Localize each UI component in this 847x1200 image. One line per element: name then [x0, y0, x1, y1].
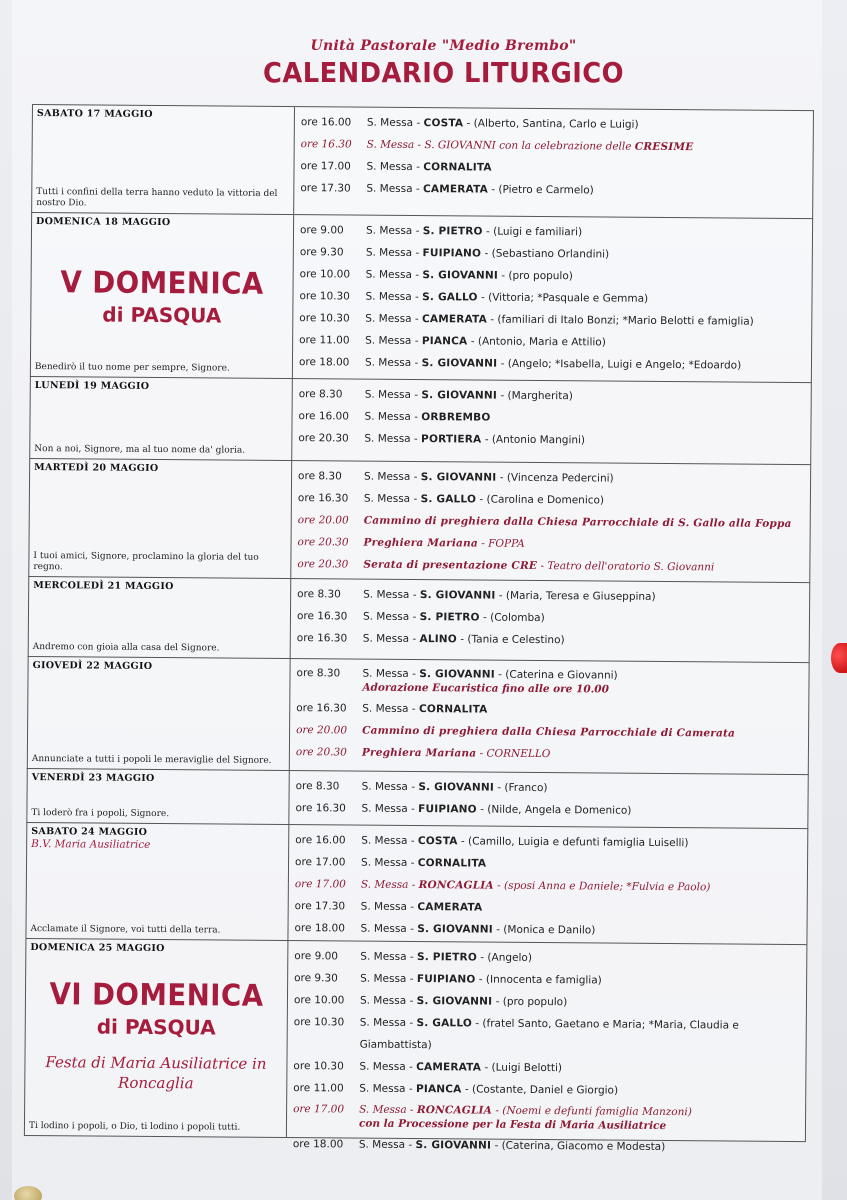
calendar-table: [24, 104, 814, 1154]
subtitle: Unità Pastorale "Medio Brembo": [310, 38, 577, 54]
mass-row: [289, 797, 807, 823]
event-place: S. GIOVANNI: [418, 781, 495, 794]
event-time: ore 16.30: [296, 702, 347, 715]
day-label: MARTEDÌ 20 MAGGIO: [34, 462, 159, 475]
event-time: ore 8.30: [298, 470, 342, 483]
event-intentions: - (pro populo): [492, 995, 568, 1009]
event-prefix: S. Messa -: [359, 1103, 417, 1117]
event-description: [363, 628, 809, 654]
event-place: COSTA: [423, 117, 464, 130]
event-prefix: S. Messa -: [366, 182, 424, 196]
event-place: S. GIOVANNI: [422, 269, 499, 282]
event-intentions: - (Franco): [493, 781, 548, 795]
day-label: SABATO 17 MAGGIO: [36, 108, 153, 120]
event-prefix: Serata di presentazione CRE: [363, 558, 538, 572]
event-time: ore 18.00: [298, 356, 350, 369]
event-time: ore 11.00: [299, 334, 350, 347]
pushpin-gold: [14, 1186, 42, 1200]
event-prefix: S. Messa -: [365, 312, 423, 326]
event-place: CRESIME: [634, 140, 694, 154]
event-intentions: - (pro populo): [497, 269, 573, 283]
feast-name: B.V. Maria Ausiliatrice: [31, 838, 151, 851]
day-label: MERCOLEDÌ 21 MAGGIO: [33, 580, 174, 593]
event-intentions: - (Camillo, Luigia e defunti famiglia Luiselli): [457, 835, 689, 850]
event-prefix: S. Messa -: [360, 922, 418, 936]
event-intentions: - (Carolina e Domenico): [476, 493, 605, 507]
psalm-verse: Andremo con gioia alla casa del Signore.: [32, 642, 220, 654]
event-prefix: S. Messa -: [359, 994, 417, 1008]
event-time: ore 10.00: [299, 268, 351, 281]
special-event-row: [287, 1099, 805, 1137]
schedule-list: [293, 215, 812, 382]
event-time: ore 16.00: [295, 834, 346, 847]
event-place: CAMERATA: [421, 313, 488, 326]
event-prefix: S. Messa - S. GIOVANNI con la celebrazione delle: [366, 138, 635, 153]
psalm-verse: Ti loderò fra i popoli, Signore.: [31, 808, 170, 820]
event-time: ore 18.00: [292, 1138, 344, 1151]
event-intentions: - (Nilde, Angela e Domenico): [476, 803, 632, 817]
event-prefix: S. Messa -: [360, 900, 418, 914]
event-place: RONCAGLIA: [418, 879, 494, 892]
event-prefix: S. Messa -: [362, 667, 420, 681]
event-time: ore 9.30: [299, 246, 344, 259]
mass-row: [287, 1077, 805, 1103]
event-time: ore 20.00: [296, 724, 348, 737]
day-info: [26, 823, 289, 940]
event-prefix: S. Messa -: [365, 268, 423, 282]
day-info: [32, 105, 295, 214]
sunday-title: [30, 977, 283, 1040]
day-label: DOMENICA 18 MAGGIO: [36, 216, 171, 229]
event-intentions: - (Noemi e defunti famiglia Manzoni): [491, 1104, 692, 1119]
schedule-list: [294, 107, 813, 218]
event-description: [362, 742, 808, 768]
event-place: S. GALLO: [420, 493, 477, 506]
psalm-verse: Tutti i confini della terra hanno veduto la vittoria del nostro Dio.: [36, 187, 278, 209]
day-info: [31, 213, 294, 378]
event-description: [366, 178, 812, 204]
event-prefix: S. Messa -: [364, 432, 422, 446]
event-prefix: S. Messa -: [361, 802, 419, 816]
event-prefix: S. Messa -: [362, 702, 420, 716]
event-note: Adorazione Eucaristica fino alle ore 10.00: [362, 681, 609, 696]
event-place: S. PIETRO: [419, 611, 480, 624]
event-intentions: - (Alberto, Santina, Carlo e Luigi): [463, 117, 639, 131]
event-intentions: - (Antonio, Maria e Attilio): [467, 335, 606, 349]
event-place: ALINO: [419, 633, 457, 646]
event-place: CORNALITA: [417, 857, 487, 870]
mass-row: [287, 1133, 805, 1159]
event-prefix: S. Messa -: [360, 878, 419, 892]
special-event-row: [291, 553, 809, 579]
event-intentions: - (Sebastiano Orlandini): [481, 247, 610, 261]
event-intentions: - (Luigi e familiari): [482, 225, 583, 239]
event-place: RONCAGLIA: [416, 1104, 493, 1117]
event-prefix: S. Messa -: [362, 610, 420, 624]
day-block: [30, 212, 813, 382]
pushpin-red: [831, 643, 847, 673]
event-time: ore 9.00: [299, 224, 344, 237]
event-time: ore 18.00: [294, 922, 345, 935]
event-place: PIANCA: [421, 335, 468, 348]
event-prefix: S. Messa -: [366, 160, 424, 174]
day-block: [27, 656, 810, 774]
schedule-list: [289, 771, 807, 828]
event-time: ore 10.00: [293, 994, 345, 1007]
day-block: [28, 458, 811, 582]
event-time: ore 20.30: [297, 558, 349, 571]
event-intentions: - (Maria, Teresa e Giuseppina): [495, 589, 656, 603]
event-place: S. GIOVANNI: [419, 668, 495, 681]
event-prefix: S. Messa -: [366, 116, 424, 130]
event-place: S. GIOVANNI: [417, 923, 493, 936]
mass-row: [293, 351, 811, 377]
psalm-verse: Ti lodino i popoli, o Dio, ti lodino i popoli tutti.: [28, 1121, 241, 1133]
event-note: con la Processione per la Festa di Maria Ausiliatrice: [358, 1117, 667, 1133]
event-intentions: - (Costante, Daniel e Giorgio): [461, 1083, 619, 1097]
event-intentions: - (Antonio Mangini): [481, 433, 586, 447]
event-intentions: - (Caterina e Giovanni): [494, 668, 618, 682]
event-time: ore 17.30: [294, 900, 346, 913]
event-place: S. GIOVANNI: [416, 995, 493, 1008]
event-prefix: S. Messa -: [364, 388, 422, 402]
special-event-row: [290, 741, 808, 767]
event-time: ore 8.30: [296, 667, 341, 680]
event-place: CORNALITA: [423, 161, 492, 174]
event-place: CAMERATA: [417, 901, 483, 914]
event-place: FUIPIANO: [422, 247, 482, 260]
event-description: [362, 667, 808, 699]
sunday-title-line1: V DOMENICA: [60, 265, 264, 302]
event-intentions: - (Angelo; *Isabella, Luigi e Angelo; *Edoardo): [497, 357, 742, 372]
day-block: [31, 104, 814, 218]
event-description: [359, 1134, 805, 1160]
event-time: ore 16.30: [296, 610, 348, 623]
event-intentions: - (Colomba): [479, 611, 545, 625]
sunday-title-line1: VI DOMENICA: [49, 977, 264, 1014]
day-label: LUNEDÌ 19 MAGGIO: [34, 380, 150, 392]
header: [0, 38, 847, 89]
event-description: [364, 428, 810, 454]
event-place: CAMERATA: [416, 1061, 482, 1074]
event-prefix: S. Messa -: [359, 1016, 417, 1030]
event-prefix: Preghiera Mariana: [361, 746, 477, 760]
day-label: GIOVEDÌ 22 MAGGIO: [32, 660, 153, 672]
event-description: [359, 1103, 805, 1135]
event-prefix: S. Messa -: [361, 780, 419, 794]
event-description: [361, 798, 807, 824]
event-time: ore 20.00: [297, 514, 349, 527]
event-place: FUIPIANO: [418, 803, 477, 816]
event-time: ore 11.00: [293, 1082, 344, 1095]
event-intentions: - (Monica e Danilo): [492, 923, 596, 937]
event-time: ore 17.00: [300, 160, 351, 173]
event-time: ore 10.30: [299, 290, 350, 303]
event-intentions: - (Luigi Belotti): [481, 1061, 563, 1075]
day-label: VENERDÌ 23 MAGGIO: [31, 772, 155, 784]
psalm-verse: Non a noi, Signore, ma al tuo nome da' gloria.: [34, 444, 246, 456]
feast-title: Festa di Maria Ausiliatrice in Roncaglia: [45, 1053, 267, 1093]
event-time: ore 20.30: [297, 536, 349, 549]
event-intentions: - Teatro dell'oratorio S. Giovanni: [537, 559, 715, 574]
event-prefix: S. Messa -: [361, 834, 418, 848]
event-prefix: S. Messa -: [364, 356, 422, 370]
event-place: CORNALITA: [418, 703, 488, 716]
event-place: CAMERATA: [422, 183, 489, 196]
event-prefix: Cammino di preghiera dalla Chiesa Parrocchiale di S. Gallo alla Foppa: [363, 514, 792, 530]
schedule-list: [290, 659, 809, 774]
mass-row: [292, 427, 810, 453]
psalm-verse: Benedirò il tuo nome per sempre, Signore.: [34, 362, 230, 374]
event-time: ore 16.30: [300, 138, 352, 151]
event-time: ore 17.00: [295, 856, 346, 869]
mass-row: [294, 177, 812, 203]
event-place: S. GIOVANNI: [419, 589, 496, 602]
day-info: [28, 657, 291, 770]
event-prefix: S. Messa -: [364, 470, 421, 484]
psalm-verse: I tuoi amici, Signore, proclamino la gloria del tuo regno.: [33, 551, 259, 573]
event-place: FUIPIANO: [416, 973, 476, 986]
day-block: [28, 576, 811, 662]
event-place: S. PIETRO: [422, 225, 483, 238]
event-prefix: S. Messa -: [359, 1060, 417, 1074]
event-time: ore 16.00: [298, 410, 349, 423]
event-time: ore 9.30: [294, 972, 338, 985]
event-intentions: - (Caterina, Giacomo e Modesta): [491, 1139, 666, 1154]
event-time: ore 16.00: [300, 116, 352, 129]
event-prefix: Cammino di preghiera dalla Chiesa Parrocchiale di Camerata: [362, 724, 736, 740]
event-time: ore 20.30: [295, 746, 347, 759]
event-intentions: - (Pietro e Carmelo): [487, 183, 594, 197]
event-place: COSTA: [417, 835, 458, 848]
event-time: ore 17.30: [300, 182, 351, 195]
event-time: ore 17.00: [293, 1103, 345, 1116]
day-info: [29, 577, 292, 658]
event-prefix: Preghiera Mariana: [363, 536, 478, 550]
event-place: S. GALLO: [416, 1017, 473, 1030]
event-place: PIANCA: [415, 1083, 462, 1096]
event-description: [359, 1078, 805, 1104]
event-prefix: S. Messa -: [360, 950, 418, 964]
event-prefix: S. Messa -: [361, 856, 418, 870]
event-place: S. PIETRO: [416, 951, 478, 964]
day-block: [25, 822, 808, 944]
event-prefix: S. Messa -: [364, 410, 422, 424]
event-prefix: S. Messa -: [365, 334, 422, 348]
schedule-list: [291, 461, 810, 582]
event-time: ore 16.30: [297, 492, 349, 505]
sunday-title-line2: di PASQUA: [102, 302, 222, 328]
event-intentions: - (familiari di Italo Bonzi; *Mario Belotti e famiglia): [486, 313, 754, 328]
event-time: ore 10.30: [293, 1016, 345, 1029]
event-time: ore 17.00: [294, 878, 346, 891]
psalm-verse: Annunciate a tutti i popoli le meraviglie del Signore.: [31, 754, 272, 766]
event-intentions: - (fratel Santo, Gaetano e Maria; *Maria, Claudia e Giambattista): [359, 1017, 739, 1052]
sunday-title: [35, 265, 288, 328]
event-time: ore 8.30: [295, 780, 340, 793]
event-intentions: - (Angelo): [476, 951, 532, 964]
event-place: S. GIOVANNI: [420, 471, 497, 484]
day-block: [29, 376, 812, 464]
mass-row: [291, 627, 809, 653]
event-prefix: S. Messa -: [359, 1082, 417, 1096]
event-description: [360, 918, 806, 944]
event-intentions: - FOPPA: [477, 537, 525, 550]
event-prefix: S. Messa -: [363, 588, 420, 602]
sunday-title-line2: di PASQUA: [96, 1014, 216, 1040]
event-time: ore 9.00: [294, 950, 339, 963]
event-intentions: - (Vincenza Pedercini): [496, 471, 614, 485]
schedule-list: [287, 941, 807, 1154]
page-title: CALENDARIO LITURGICO: [262, 56, 625, 89]
event-prefix: S. Messa -: [362, 632, 420, 646]
event-prefix: S. Messa -: [365, 246, 423, 260]
event-place: S. GALLO: [422, 291, 478, 304]
event-time: ore 8.30: [298, 388, 343, 401]
event-time: ore 20.30: [298, 432, 349, 445]
event-place: PORTIERA: [421, 433, 482, 446]
event-prefix: S. Messa -: [358, 1138, 416, 1152]
event-place: S. GIOVANNI: [421, 357, 498, 370]
psalm-verse: Acclamate il Signore, voi tutti della terra.: [30, 924, 221, 936]
day-label: DOMENICA 25 MAGGIO: [30, 942, 165, 955]
schedule-list: [292, 379, 811, 464]
event-description: [363, 554, 809, 580]
mass-row: [288, 917, 806, 943]
day-info: [30, 377, 293, 460]
mass-row: [290, 663, 808, 701]
event-description: [365, 352, 811, 378]
schedule-list: [288, 825, 807, 944]
event-intentions: - (Margherita): [496, 389, 573, 403]
day-info: [25, 939, 289, 1137]
day-label: SABATO 24 MAGGIO: [31, 826, 148, 838]
mass-row: [288, 1011, 806, 1059]
event-intentions: - (sposi Anna e Daniele; *Fulvia e Paolo): [493, 879, 711, 894]
event-time: ore 10.30: [293, 1060, 344, 1073]
event-intentions: - (Tania e Celestino): [456, 633, 565, 647]
event-time: ore 16.30: [296, 632, 348, 645]
event-place: S. GIOVANNI: [415, 1139, 492, 1152]
event-description: [360, 1012, 806, 1060]
day-block: [26, 768, 808, 828]
event-place: ORBREMBO: [421, 411, 491, 424]
event-place: S. GIOVANNI: [421, 389, 498, 402]
event-prefix: S. Messa -: [365, 224, 423, 238]
event-time: ore 10.30: [299, 312, 350, 325]
event-intentions: - CORNELLO: [476, 747, 551, 761]
day-info: [27, 769, 289, 824]
event-prefix: S. Messa -: [363, 492, 421, 506]
event-time: ore 16.30: [295, 802, 346, 815]
event-intentions: - (Innocenta e famiglia): [475, 973, 602, 987]
schedule-list: [291, 579, 810, 662]
event-intentions: - (Vittoria; *Pasquale e Gemma): [477, 291, 649, 305]
event-prefix: S. Messa -: [365, 290, 423, 304]
event-prefix: S. Messa -: [360, 972, 417, 986]
day-block: [24, 938, 808, 1154]
event-time: ore 8.30: [297, 588, 341, 601]
day-info: [29, 459, 292, 578]
